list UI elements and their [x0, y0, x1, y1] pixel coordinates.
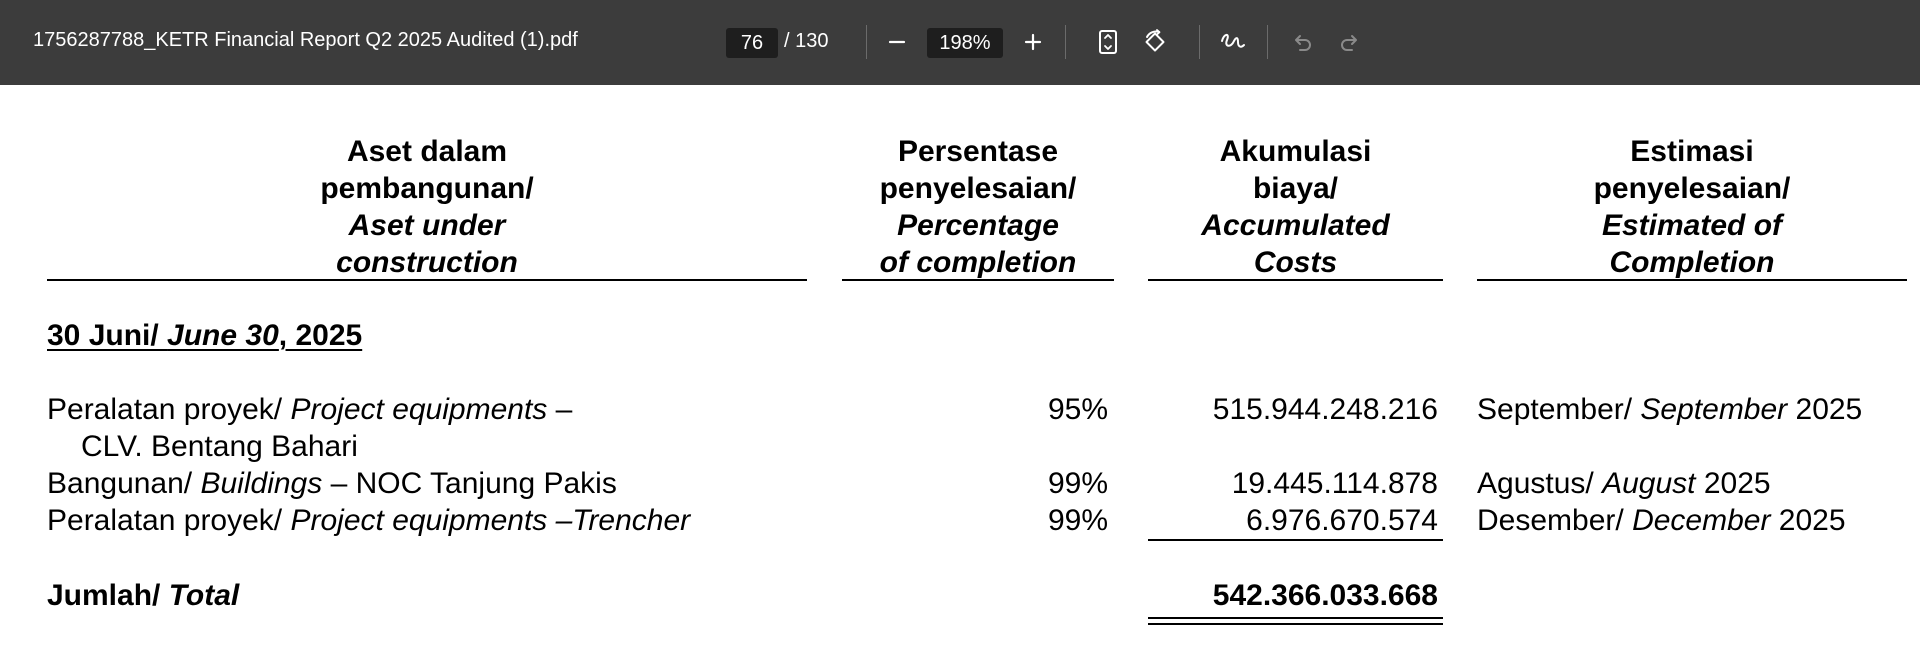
undo-button[interactable]	[1282, 22, 1322, 62]
total-label-id: Jumlah/	[47, 579, 169, 612]
header-estimated-completion	[1477, 133, 1907, 281]
header-text: of completion	[879, 246, 1077, 279]
header-text: construction	[336, 246, 518, 279]
header-text: Aset dalam	[346, 135, 508, 168]
total-accumulated-cost: 542.366.033.668	[1212, 579, 1438, 612]
header-text: Estimated of	[1601, 209, 1783, 242]
row-percentage: 99%	[1047, 504, 1108, 537]
est-month-en: August	[1602, 467, 1696, 500]
toolbar-divider	[1065, 25, 1066, 59]
period-id: 30 Juni/	[47, 319, 168, 352]
header-text: biaya/	[1252, 172, 1339, 205]
row-percentage: 99%	[1047, 467, 1108, 500]
asset-name-suffix: –	[547, 393, 573, 426]
asset-name-id: Bangunan/	[47, 467, 201, 500]
draw-icon	[1219, 29, 1247, 55]
period-year: , 2025	[278, 319, 363, 352]
total-double-rule-top	[1148, 617, 1443, 619]
header-text: Estimasi	[1630, 135, 1754, 168]
est-year: 2025	[1770, 504, 1846, 537]
header-text: Persentase	[897, 135, 1059, 168]
header-text: Accumulated	[1201, 209, 1390, 242]
header-text: pembangunan/	[320, 172, 534, 205]
zoom-level[interactable]: 198%	[927, 28, 1003, 58]
row-accumulated-cost: 515.944.248.216	[1212, 393, 1438, 426]
zoom-out-button[interactable]	[877, 22, 917, 62]
asset-name-en: Buildings	[200, 467, 323, 500]
header-text: Percentage	[897, 209, 1059, 242]
row-asset-name	[47, 465, 617, 502]
pdf-toolbar	[0, 0, 1920, 85]
row-percentage: 95%	[1047, 393, 1108, 426]
asset-name-en: Project equipments	[290, 393, 548, 426]
est-month-id: Agustus/	[1477, 467, 1603, 500]
header-rule	[842, 279, 1114, 281]
zoom-out-icon	[887, 32, 907, 52]
est-month-en: September	[1640, 393, 1788, 426]
header-text: penyelesaian/	[879, 172, 1077, 205]
page-total: / 130	[784, 30, 829, 52]
subtotal-rule	[1148, 539, 1443, 541]
row-estimated-completion	[1477, 502, 1846, 539]
header-rule	[1477, 279, 1907, 281]
header-rule	[1148, 279, 1443, 281]
pdf-page	[0, 85, 1920, 647]
header-text: Akumulasi	[1219, 135, 1372, 168]
header-text: Completion	[1609, 246, 1775, 279]
est-month-id: September/	[1477, 393, 1641, 426]
period-heading	[47, 317, 362, 354]
undo-icon	[1291, 31, 1313, 53]
draw-button[interactable]	[1213, 22, 1253, 62]
asset-name-id: Peralatan proyek/	[47, 504, 291, 537]
header-text: Aset under	[348, 209, 506, 242]
page-number-input[interactable]	[726, 28, 778, 58]
rotate-button[interactable]	[1135, 22, 1175, 62]
header-asset-under-construction	[47, 133, 807, 281]
row-asset-name-continued: CLV. Bentang Bahari	[81, 430, 358, 463]
row-asset-name	[47, 502, 690, 539]
document-title: 1756287788_KETR Financial Report Q2 2025 Audited (1).pdf	[33, 29, 578, 51]
toolbar-divider	[866, 25, 867, 59]
fit-page-button[interactable]	[1088, 22, 1128, 62]
header-rule	[47, 279, 807, 281]
rotate-icon	[1141, 28, 1169, 56]
asset-name-id: Peralatan proyek/	[47, 393, 291, 426]
zoom-in-button[interactable]	[1013, 22, 1053, 62]
row-accumulated-cost: 19.445.114.878	[1231, 467, 1438, 500]
est-year: 2025	[1787, 393, 1863, 426]
toolbar-divider	[1199, 25, 1200, 59]
total-label	[47, 577, 239, 614]
asset-name-suffix: – NOC Tanjung Pakis	[322, 467, 617, 500]
header-accumulated-costs	[1148, 133, 1443, 281]
zoom-in-icon	[1023, 32, 1043, 52]
redo-icon	[1339, 31, 1361, 53]
period-en: June 30	[167, 319, 279, 352]
row-asset-name	[47, 391, 572, 428]
asset-name-en: Project equipments –Trencher	[290, 504, 691, 537]
redo-button[interactable]	[1330, 22, 1370, 62]
row-estimated-completion	[1477, 391, 1862, 428]
total-double-rule-bottom	[1148, 623, 1443, 625]
est-year: 2025	[1695, 467, 1771, 500]
fit-page-icon	[1097, 29, 1119, 55]
est-month-id: Desember/	[1477, 504, 1633, 537]
header-text: penyelesaian/	[1593, 172, 1791, 205]
header-text: Costs	[1253, 246, 1338, 279]
row-estimated-completion	[1477, 465, 1771, 502]
est-month-en: December	[1632, 504, 1771, 537]
row-accumulated-cost: 6.976.670.574	[1246, 504, 1438, 537]
toolbar-divider	[1267, 25, 1268, 59]
total-label-en: Total	[168, 579, 240, 612]
header-percentage-completion	[842, 133, 1114, 281]
